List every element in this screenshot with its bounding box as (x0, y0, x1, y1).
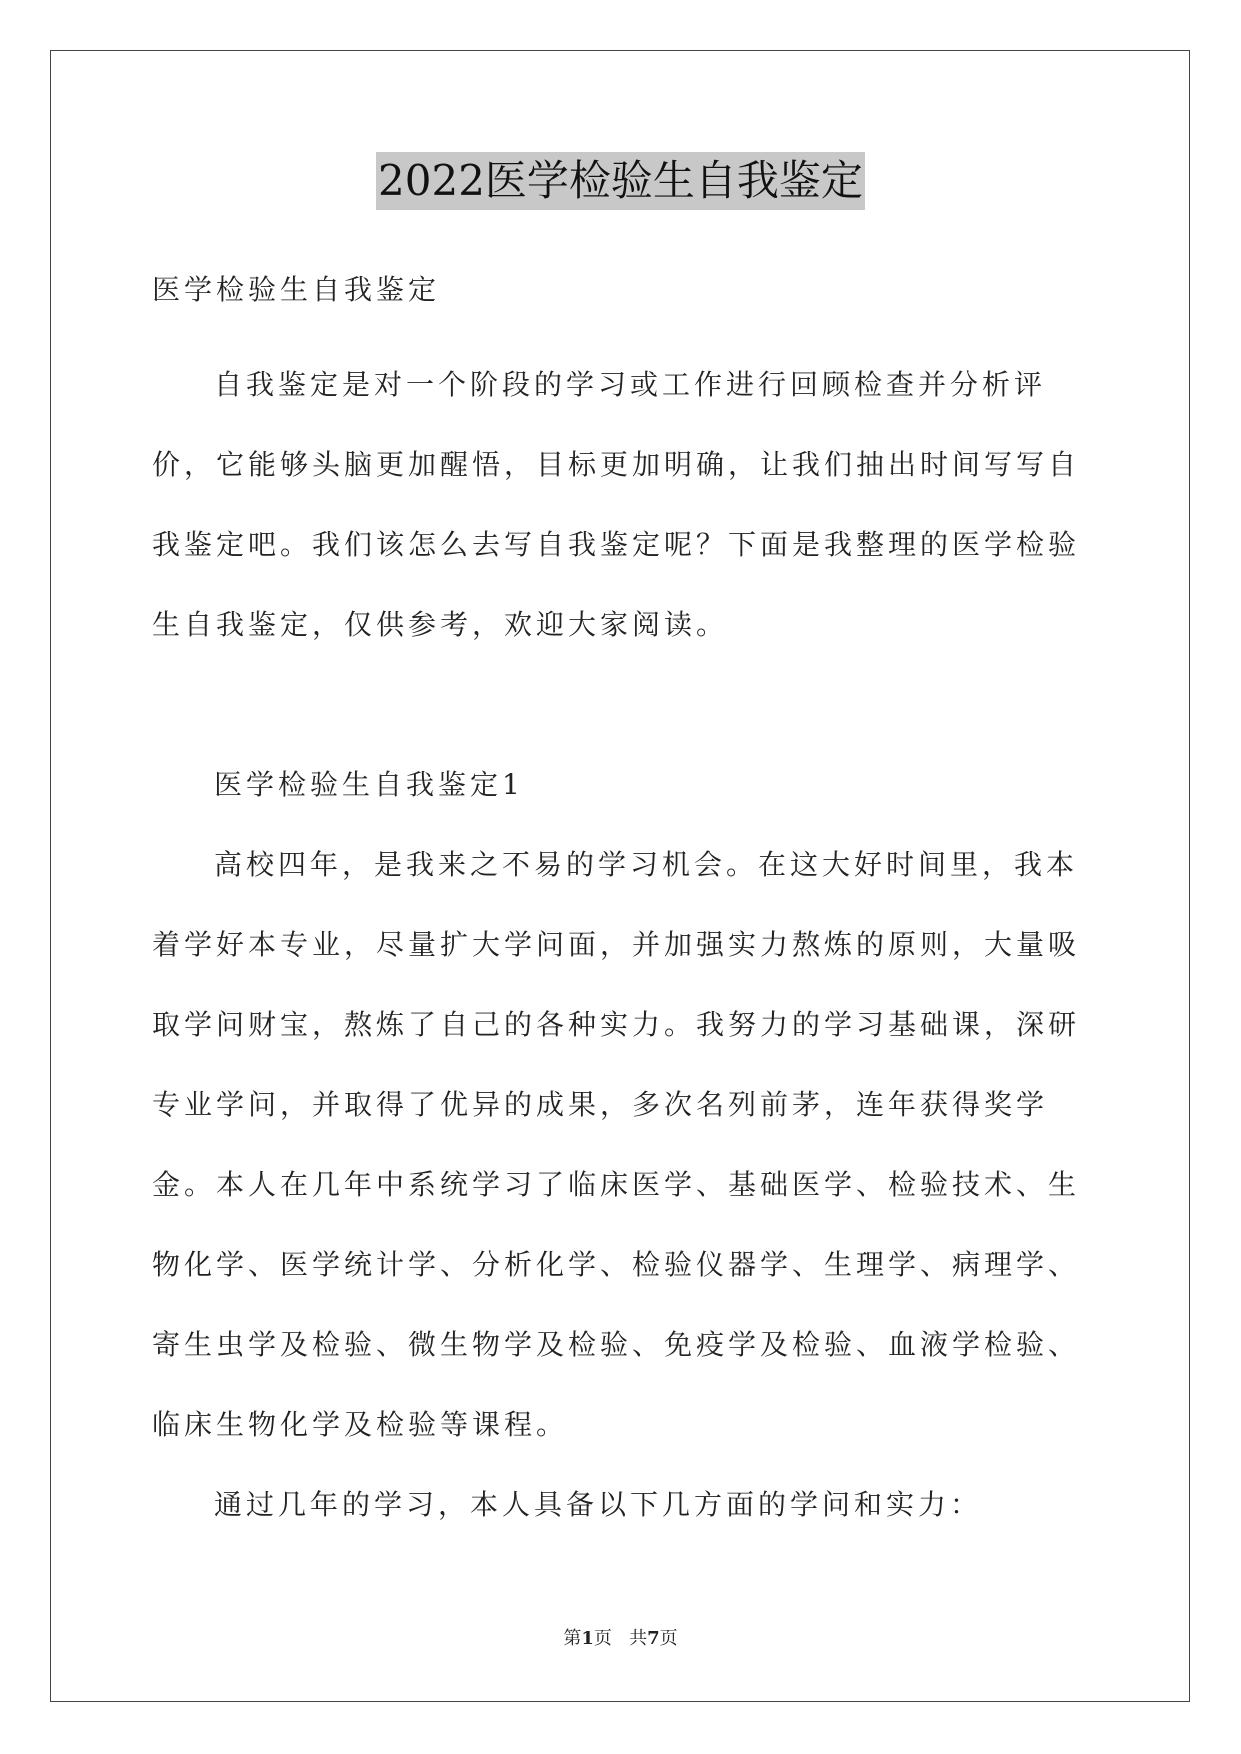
page-number: 1 (581, 1628, 594, 1649)
total-pages: 7 (647, 1628, 660, 1649)
intro-paragraph: 自我鉴定是对一个阶段的学习或工作进行回顾检查并分析评价，它能够头脑更加醒悟，目标更加明确，让我们抽出时间写写自我鉴定吧。我们该怎么去写自我鉴定呢？下面是我整理的医学检验生自我鉴定，仅供参考，欢迎大家阅读。 (152, 368, 1081, 641)
body-paragraph-2: 通过几年的学习，本人具备以下几方面的学问和实力： (214, 1488, 983, 1521)
page-prefix: 第 (563, 1628, 582, 1649)
page-suffix: 页 (593, 1628, 612, 1649)
body-paragraph-1: 高校四年，是我来之不易的学习机会。在这大好时间里，我本着学好本专业，尽量扩大学问面，并加强实力熬炼的原则，大量吸取学问财宝，熬炼了自己的各种实力。我努力的学习基础课，深研专业学问，并取得了优异的成果，多次名列前茅，连年获得奖学金。本人在几年中系统学习了临床医学、基础医学、检验技术、生物化学、医学统计学、分析化学、检验仪器学、生理学、病理学、寄生虫学及检验、微生物学及检验、免疫学及检验、血液学检验、临床生物化学及检验等课程。 (152, 848, 1081, 1441)
page-footer (0, 1624, 1241, 1650)
document-subtitle: 医学检验生自我鉴定 (152, 273, 441, 306)
paragraph-spacer (152, 665, 1092, 745)
total-prefix: 共 (629, 1628, 648, 1649)
title-container (0, 152, 1241, 210)
section-heading: 医学检验生自我鉴定1 (214, 768, 524, 801)
document-title: 2022医学检验生自我鉴定 (376, 152, 865, 210)
total-suffix: 页 (659, 1628, 678, 1649)
document-body (152, 265, 1092, 1545)
